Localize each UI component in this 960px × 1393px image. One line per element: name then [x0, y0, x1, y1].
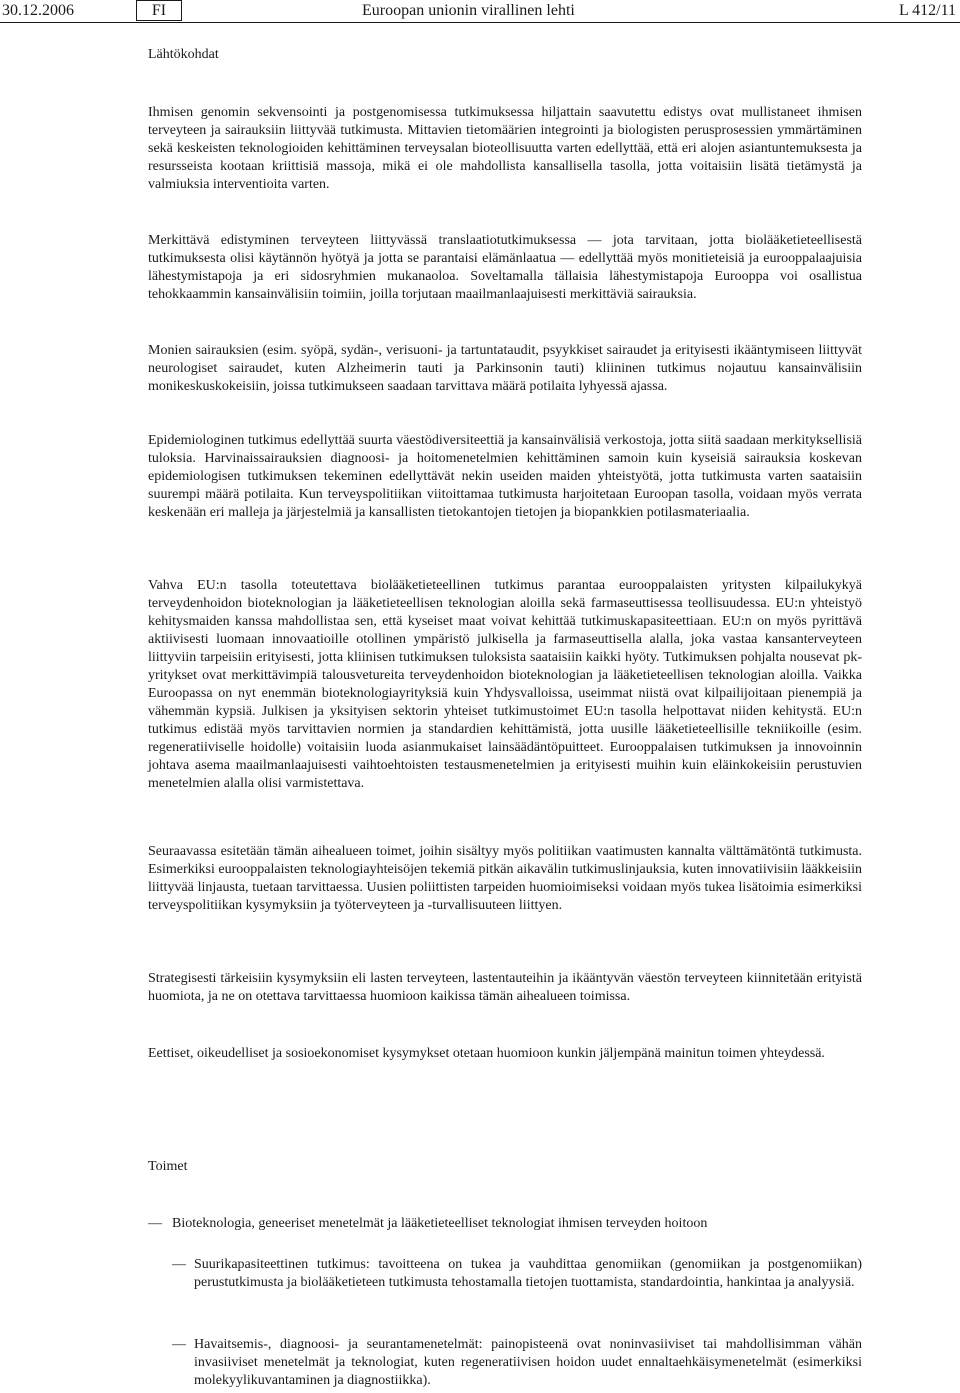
actions-heading: Toimet	[148, 1159, 188, 1174]
dash-bullet: —	[172, 1337, 186, 1352]
paragraph-2: Merkittävä edistyminen terveyteen liittyvässä translaatiotutkimuksessa — jota tarvitaan, jotta biolääketieteellisestä tutkimuksesta olisi käytännön hyötyä ja jotta se parantaisi elämänlaatua — edellyttää myös monitieteisiä ja eurooppalaajuisia lähestymistapoja ja eri sidosryhmien mukanaoloa. Soveltamalla tällaisia lähestymistapoja Eurooppa voi osallistua tehokkaammin kansainvälisiin toimiin, joilla torjutaan maailmanlaajuisesti merkittäviä sairauksia.	[148, 233, 862, 302]
journal-title: Euroopan unionin virallinen lehti	[362, 2, 575, 19]
page-header	[0, 0, 960, 22]
dash-bullet: —	[148, 1216, 162, 1231]
language-code-box: FI	[136, 0, 182, 21]
page-number: L 412/11	[898, 2, 956, 19]
paragraph-8: Eettiset, oikeudelliset ja sosioekonomiset kysymykset otetaan huomioon kunkin jäljempänä mainitun toimen yhteydessä.	[148, 1046, 825, 1061]
paragraph-7: Strategisesti tärkeisiin kysymyksiin eli lasten terveyteen, lastentauteihin ja ikääntyvän väestön terveyteen kiinnitetään erityistä huomiota, ja ne on otettava tarvittaessa huomioon kaikissa tämän aihealueen toimissa.	[148, 971, 862, 1004]
list-item	[172, 1336, 862, 1390]
paragraph-5: Vahva EU:n tasolla toteutettava biolääketieteellinen tutkimus parantaa eurooppalaisten yritysten kilpailukykyä terveydenhoidon bioteknologian ja lääketieteellisen teknologian aloilla sekä farmaseuttisessa teollisuudessa. EU:n yhteistyö kehitysmaiden kanssa mahdollistaa sen, että kyseiset maat voivat kehittää tutkimuskapasiteettiaan. EU:n on myös pyrittävä aktiivisesti luomaan innovaatioille otollinen ympäristö julkisella ja farmaseuttisella alalla, joka vastaa kansanterveyteen liittyviin tarpeisiin erityisesti, jotta kliinisen tutkimuksen tuloksista saataisiin kaikki hyöty. Tutkimuksen pohjalta nousevat pk-yritykset ovat merkittävimpiä talousvetureita terveydenhoidon bioteknologian ja lääketieteellisen teknologian aloilla. Vaikka Euroopassa on nyt enemmän bioteknologiayrityksiä kuin Yhdysvalloissa, useimmat niistä ovat kilpailijoitaan pienempiä ja vähemmän kypsiä. Julkisen ja yksityisen sektorin yhteiset tutkimustoimet EU:n tasolla helpottavat niiden kehitystä. EU:n tutkimus edistää myös tarvittavien normien ja standardien kehittämistä, jotta uusille lääketieteellisille tekniikoille (esim. regeneratiiviselle hoidolle) voitaisiin luoda asianmukaiset lainsäädäntöpuitteet. Eurooppalaisen tutkimuksen ja innovoinnin johtava asema maailmanlaajuisesti vaihtoehtoisten testausmenetelmien ja erityisesti muihin kuin eläinkokeisiin perustuvien menetelmien alalla olisi varmistettava.	[148, 578, 862, 791]
section-heading: Lähtökohdat	[148, 47, 219, 62]
list-item	[148, 1215, 862, 1233]
dash-bullet: —	[172, 1257, 186, 1272]
paragraph-3: Monien sairauksien (esim. syöpä, sydän-, verisuoni- ja tartuntataudit, psyykkiset sairaudet ja erityisesti ikääntymiseen liittyvät neurologiset sairaudet, kuten Alzheimerin tauti ja Parkinsonin tauti) kliininen tutkimus nojautuu kansainvälisiin monikeskuskokeisiin, joissa tutkimukseen saadaan tarvittava määrä potilaita lyhyessä ajassa.	[148, 343, 862, 394]
paragraph-6: Seuraavassa esitetään tämän aihealueen toimet, joihin sisältyy myös politiikan vaatimusten kannalta välttämätöntä tutkimusta. Esimerkiksi eurooppalaisten teknologiayhteisöjen tekemiä pitkän aikavälin tutkimuslinjauksia, kuten innovatiivisiin lääkkeisiin liittyvää linjausta, tuetaan tarvittaessa. Uusien poliittisten tarpeiden huomioimiseksi voidaan myös tukea lisätoimia esimerkiksi terveyspolitiikan kysymyksiin ja työterveyteen ja -turvallisuuteen liittyen.	[148, 844, 862, 913]
list-item-text: Havaitsemis-, diagnoosi- ja seurantamenetelmät: painopisteenä ovat noninvasiiviset tai mahdollisimman vähän invasiiviset menetelmät ja teknologiat, kuten regeneratiivisen hoidon uudet ennaltaehkäisymenetelmät (esimerkiksi molekyylikuvantaminen ja diagnostiikka).	[194, 1337, 862, 1388]
header-rule	[0, 22, 960, 23]
paragraph-1: Ihmisen genomin sekvensointi ja postgenomisessa tutkimuksessa hiljattain saavutettu edistys ovat mullistaneet ihmisen terveyteen ja sairauksiin liittyvää tutkimusta. Mittavien tietomäärien integrointi ja biologisten perusprosessien ymmärtäminen sekä keskeisten teknologioiden kehittäminen terveysalan bioteollisuutta varten edellyttää, että eri alojen asiantuntemuksesta ja resursseista kootaan kriittisiä massoja, mikä ei ole mahdollista kansallisella tasolla, jotta voitaisiin lisätä tietämystä ja valmiuksia interventioita varten.	[148, 105, 862, 192]
publication-date: 30.12.2006	[2, 2, 74, 19]
list-item	[172, 1256, 862, 1292]
list-item-text: Bioteknologia, geneeriset menetelmät ja lääketieteelliset teknologiat ihmisen terveyden hoitoon	[172, 1216, 708, 1231]
paragraph-4: Epidemiologinen tutkimus edellyttää suurta väestödiversiteettiä ja kansainvälisiä verkostoja, jotta siitä saadaan merkityksellisiä tuloksia. Harvinaissairauksien diagnoosi- ja hoitomenetelmien kehittäminen samoin kuin kyseisiä sairauksia koskevan epidemiologisen tutkimuksen tekeminen edellyttävät nekin useiden maiden yhteistyötä, jotta tutkimusta varten saataisiin suurempi määrä potilaita. Kun terveyspolitiikan viitoittamaa tutkimusta harjoitetaan Euroopan tasolla, voidaan myös verrata keskenään eri malleja ja järjestelmiä ja kansallisten tietokantojen tietojen ja biopankkien potilasmateriaalia.	[148, 433, 862, 520]
list-item-text: Suurikapasiteettinen tutkimus: tavoitteena on tukea ja vauhdittaa genomiikan (genomiikan ja postgenomiikan) perustutkimusta ja biolääketieteen tutkimusta tehostamalla tietojen tuottamista, standardointia, hankintaa ja analyysiä.	[194, 1257, 862, 1290]
